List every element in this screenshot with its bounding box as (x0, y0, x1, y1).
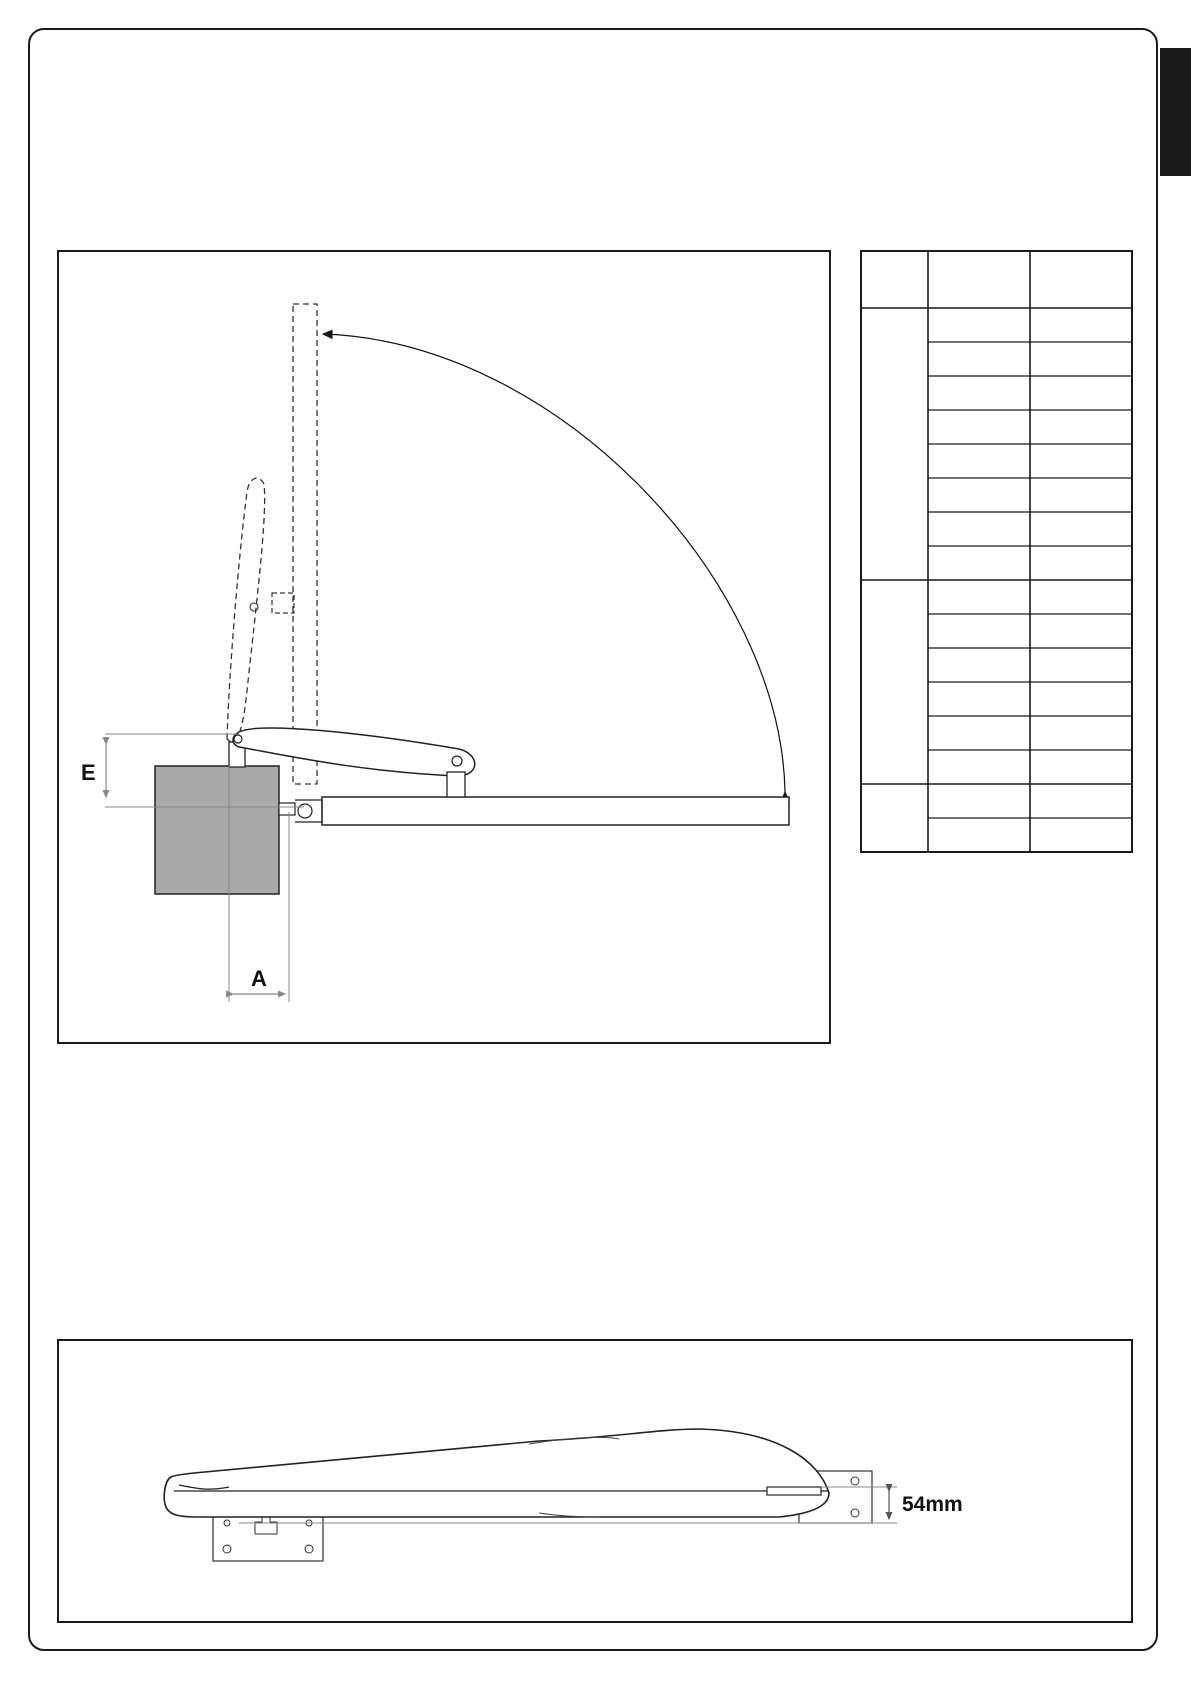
gate-leaf-open-position (293, 304, 317, 784)
gate-hinge (279, 803, 295, 815)
arm-open-position (227, 478, 265, 742)
section-tab-marker (1160, 48, 1191, 176)
gate-leaf-closed-position (322, 797, 789, 825)
motor-housing (164, 1429, 829, 1517)
arm-open-pivot (250, 603, 258, 611)
installation-diagram-panel (57, 250, 831, 1044)
dimension-e-label: E (81, 760, 96, 785)
gate-hinge-bracket-dashed (272, 593, 294, 613)
dimension-table (860, 250, 1133, 853)
side-view-panel (57, 1339, 1133, 1623)
opening-arc-arrow (323, 334, 785, 792)
arm-gate-bracket (447, 772, 465, 797)
arm-pivot (452, 756, 462, 766)
output-shaft (767, 1487, 821, 1495)
motor-side-view (59, 1341, 1131, 1621)
height-dimension-label: 54mm (902, 1493, 963, 1516)
dimension-table-grid (860, 250, 1133, 853)
installation-diagram (59, 252, 829, 1042)
motor-unit-box (155, 766, 279, 894)
dimension-a-label: A (251, 966, 267, 991)
